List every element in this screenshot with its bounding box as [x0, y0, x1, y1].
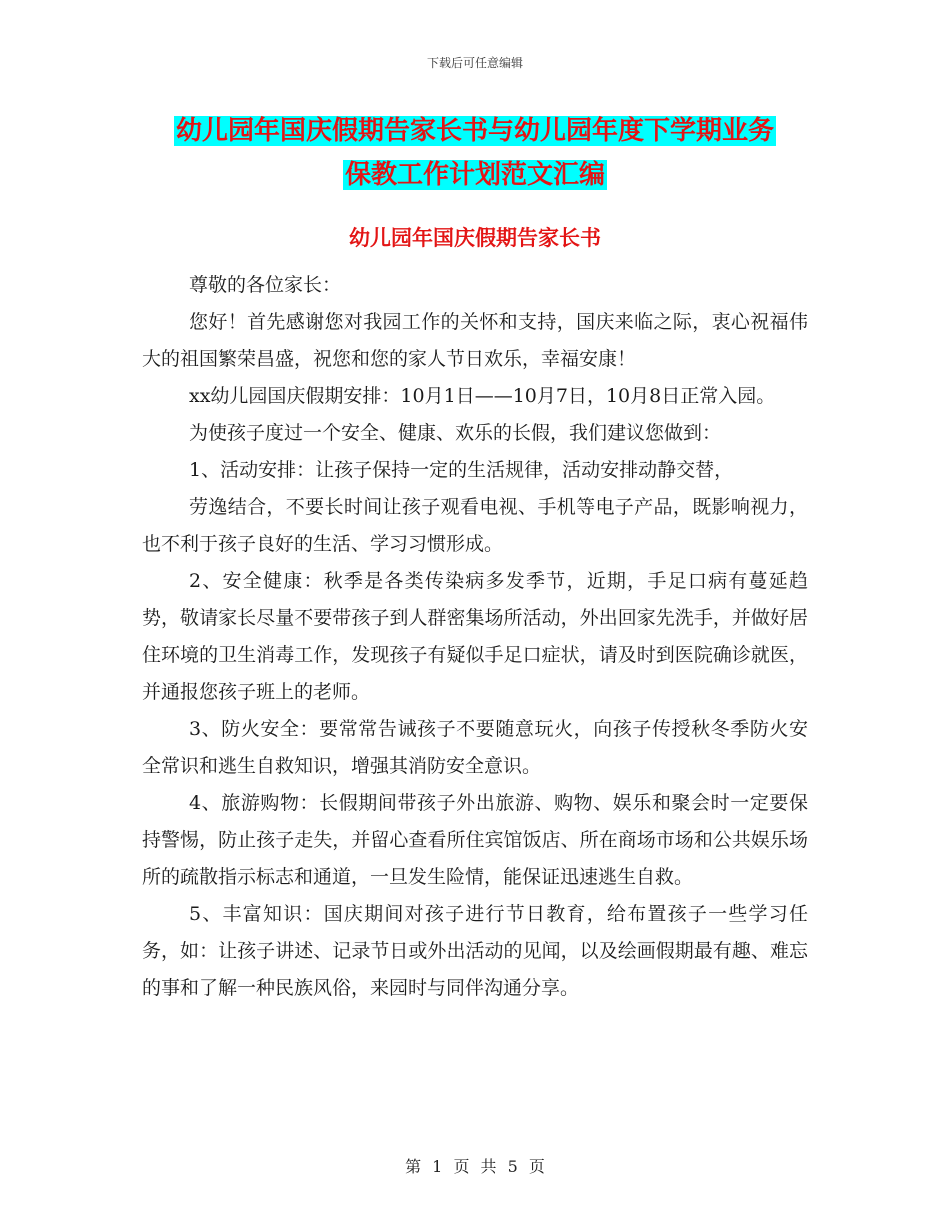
page-number-footer: 第 1 页 共 5 页 — [405, 1157, 545, 1176]
page-header-note: 下载后可任意编辑 — [426, 56, 523, 70]
section-title: 幼儿园年国庆假期告家长书 — [349, 226, 601, 250]
letter-body — [142, 267, 808, 1007]
document-title-line-2-text: 保教工作计划范文汇编 — [344, 160, 605, 190]
item-5-paragraph: 5、丰富知识：国庆期间对孩子进行节日教育，给布置孩子一些学习任务，如：让孩子讲述、记录节日或外出活动的见闻，以及绘画假期最有趣、难忘的事和了解一种民族风俗，来园时与同伴沟通分享。 — [142, 903, 808, 999]
item-1-paragraph: 1、活动安排：让孩子保持一定的生活规律，活动安排动静交替， — [189, 459, 734, 481]
item-4-paragraph: 4、旅游购物：长假期间带孩子外出旅游、购物、娱乐和聚会时一定要保持警惕，防止孩子走失，并留心查看所住宾馆饭店、所在商场市场和公共娱乐场所的疏散指示标志和通道，一旦发生险情，能保证迅速逃生自救。 — [142, 792, 808, 888]
document-title-line-1-text: 幼儿园年国庆假期告家长书与幼儿园年度下学期业务 — [175, 116, 774, 146]
item-2-paragraph: 2、安全健康：秋季是各类传染病多发季节，近期，手足口病有蔓延趋势，敬请家长尽量不要带孩子到人群密集场所活动，外出回家先洗手，并做好居住环境的卫生消毒工作，发现孩子有疑似手足口症状，请及时到医院确诊就医，并通报您孩子班上的老师。 — [142, 570, 808, 703]
document-title-line-2 — [0, 158, 950, 192]
holiday-schedule-paragraph: xx幼儿园国庆假期安排：10月1日——10月7日，10月8日正常入园。 — [189, 385, 776, 407]
greeting-paragraph: 您好！首先感谢您对我园工作的关怀和支持，国庆来临之际，衷心祝福伟大的祖国繁荣昌盛，祝您和您的家人节日欢乐，幸福安康！ — [142, 311, 808, 370]
document-title-line-1 — [0, 114, 950, 148]
suggestions-intro-paragraph: 为使孩子度过一个安全、健康、欢乐的长假，我们建议您做到： — [189, 422, 722, 444]
salutation: 尊敬的各位家长： — [189, 274, 342, 296]
item-1-continued-paragraph: 劳逸结合，不要长时间让孩子观看电视、手机等电子产品，既影响视力，也不利于孩子良好的生活、学习习惯形成。 — [142, 496, 808, 555]
item-3-paragraph: 3、防火安全：要常常告诫孩子不要随意玩火，向孩子传授秋冬季防火安全常识和逃生自救知识，增强其消防安全意识。 — [142, 718, 808, 777]
